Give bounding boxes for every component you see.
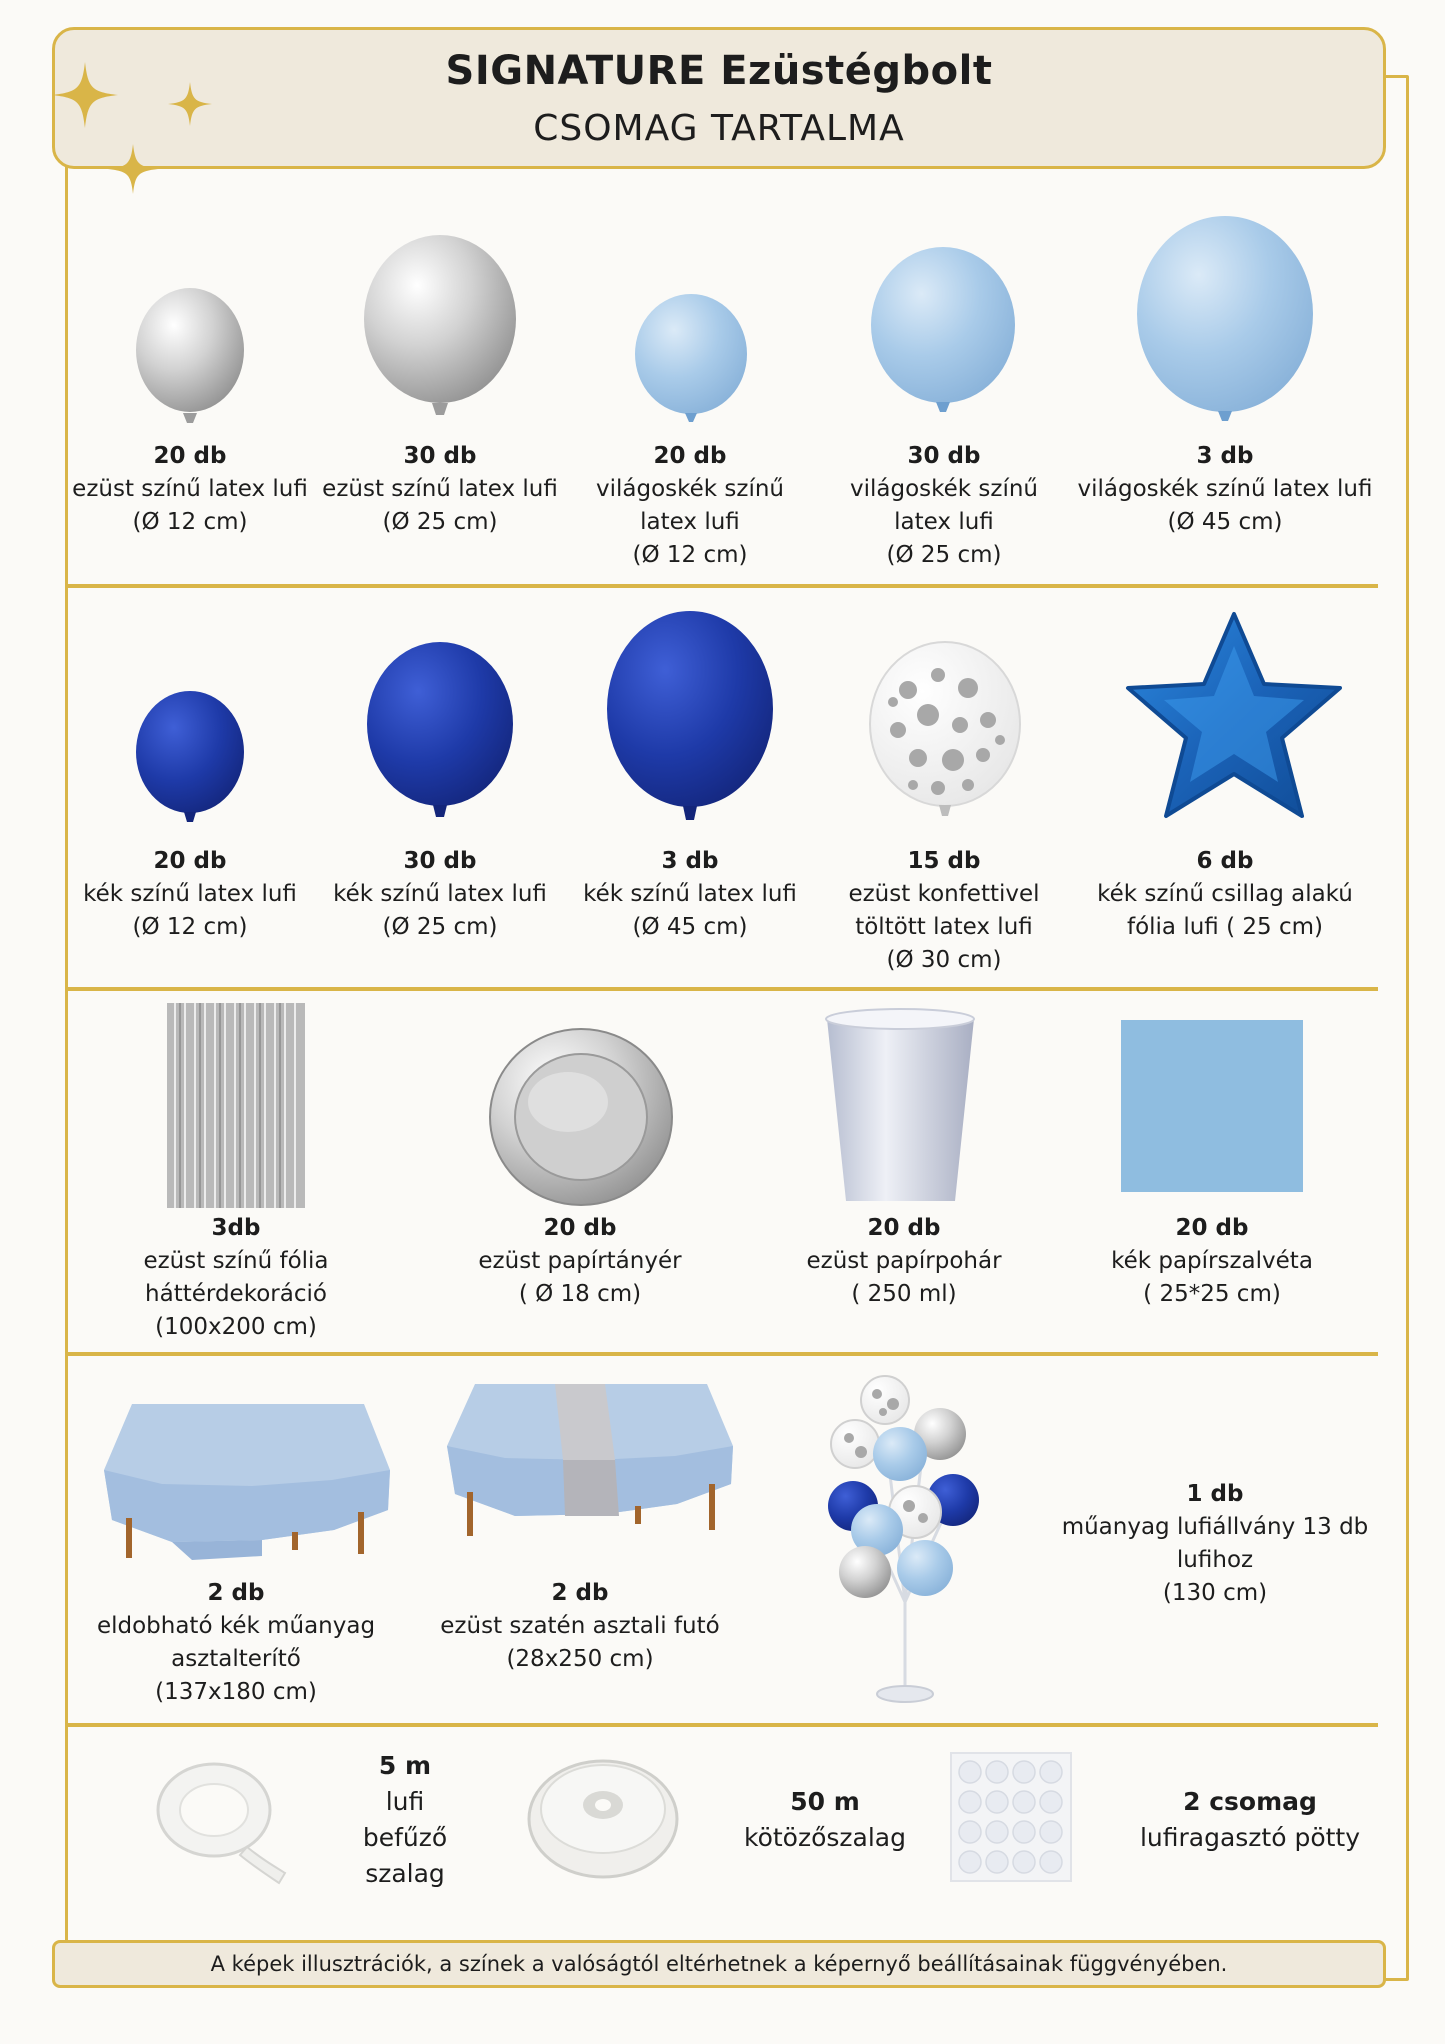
page-subtitle: CSOMAG TARTALMA	[533, 108, 905, 149]
item-paper-cup: 20 db ezüst papírpohár ( 250 ml)	[806, 1215, 1002, 1307]
blue-tablecloth-icon	[102, 1400, 392, 1570]
item-glue-dots: 2 csomag lufiragasztó pötty	[1139, 1787, 1361, 1852]
section-divider	[67, 1723, 1378, 1727]
item-confetti-balloon: 15 db ezüst konfettivel töltött latex lufi (Ø 30 cm)	[848, 848, 1040, 973]
item-balloon-stand: 1 db műanyag lufiállvány 13 db lufihoz (130 cm)	[1061, 1481, 1369, 1606]
section-divider	[67, 987, 1378, 991]
section-divider	[67, 1352, 1378, 1356]
disclaimer-footer: A képek illusztrációk, a színek a valóságtól eltérhetnek a képernyő beállításainak függvényében.	[52, 1940, 1386, 1988]
item-tablecloth: 2 db eldobható kék műanyag asztalterítő (137x180 cm)	[96, 1580, 376, 1705]
item-foil-curtain: 3db ezüst színű fólia háttérdekoráció (100x200 cm)	[143, 1215, 329, 1340]
blue-star-foil-balloon-icon	[1118, 606, 1350, 844]
balloon-stand-icon	[825, 1372, 985, 1707]
item-ribbon-tie: 50 m kötözőszalag	[744, 1787, 906, 1852]
light-blue-balloon-small-icon	[632, 292, 750, 432]
blue-balloon-small-icon	[133, 688, 247, 838]
silver-balloon-medium-icon	[360, 233, 520, 433]
white-ribbon-spool-icon	[525, 1747, 680, 1883]
item-table-runner: 2 db ezüst szatén asztali futó (28x250 cm)	[440, 1580, 720, 1672]
sparkle-icon	[168, 82, 212, 126]
silver-paper-cup-icon	[823, 1005, 978, 1205]
item-star-foil-balloon: 6 db kék színű csillag alakú fólia lufi ( 25 cm)	[1097, 848, 1353, 940]
item-blue-balloon-12: 20 db kék színű latex lufi (Ø 12 cm)	[83, 848, 297, 940]
item-paper-plate: 20 db ezüst papírtányér ( Ø 18 cm)	[478, 1215, 682, 1307]
light-blue-balloon-large-icon	[1135, 212, 1315, 427]
item-blue-balloon-45: 3 db kék színű latex lufi (Ø 45 cm)	[583, 848, 797, 940]
item-silver-balloon-25: 30 db ezüst színű latex lufi (Ø 25 cm)	[322, 443, 558, 535]
item-light-blue-balloon-45: 3 db világoskék színű latex lufi (Ø 45 cm)	[1077, 443, 1373, 535]
sparkle-icon	[52, 62, 118, 128]
brand-title: SIGNATURE Ezüstégbolt	[445, 48, 993, 94]
item-silver-balloon-12: 20 db ezüst színű latex lufi (Ø 12 cm)	[72, 443, 308, 535]
item-napkin: 20 db kék papírszalvéta ( 25*25 cm)	[1111, 1215, 1313, 1307]
blue-napkin-icon	[1121, 1020, 1303, 1192]
page-header	[52, 27, 1386, 169]
light-blue-balloon-medium-icon	[868, 243, 1018, 423]
sparkle-icon	[108, 144, 158, 194]
white-ribbon-roll-icon	[152, 1755, 287, 1885]
item-ribbon-lufi: 5 m lufi befűző szalag	[362, 1751, 448, 1888]
blue-balloon-large-icon	[605, 607, 775, 837]
silver-table-runner-icon	[445, 1380, 735, 1540]
item-light-blue-balloon-12: 20 db világoskék színű latex lufi (Ø 12 cm)	[595, 443, 785, 568]
confetti-balloon-icon	[868, 640, 1023, 835]
silver-paper-plate-icon	[488, 1027, 674, 1207]
item-light-blue-balloon-25: 30 db világoskék színű latex lufi (Ø 25 cm)	[849, 443, 1039, 568]
silver-balloon-small-icon	[130, 285, 250, 435]
section-divider	[67, 584, 1378, 588]
item-blue-balloon-25: 30 db kék színű latex lufi (Ø 25 cm)	[333, 848, 547, 940]
blue-balloon-medium-icon	[365, 640, 515, 835]
glue-dots-sheet-icon	[950, 1752, 1072, 1882]
silver-foil-curtain-icon	[167, 1003, 305, 1208]
